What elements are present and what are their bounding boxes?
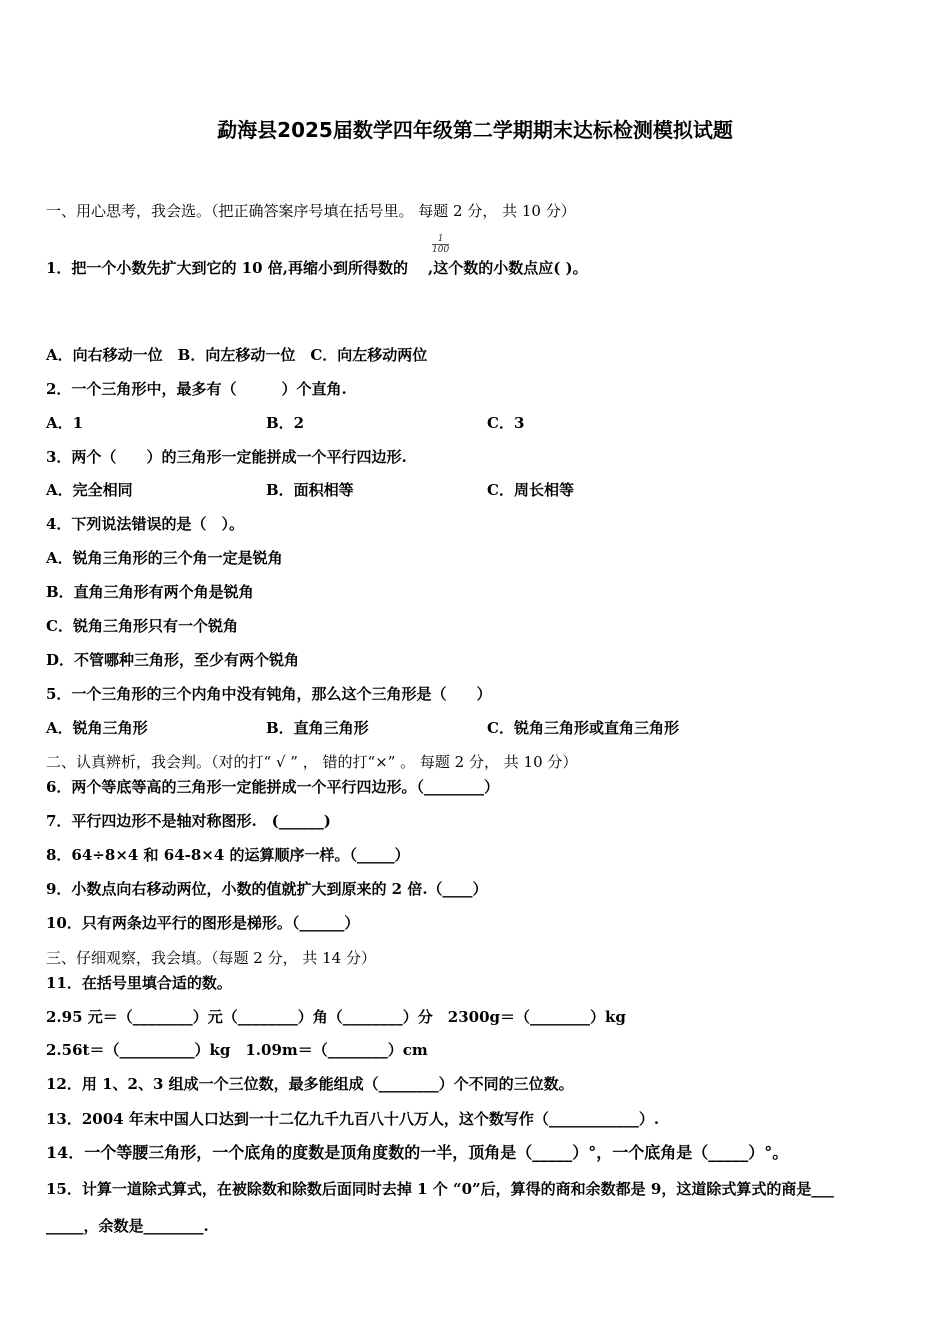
option: C．锐角三角形只有一个锐角 [46,617,238,635]
question-14: 14．一个等腰三角形，一个底角的度数是顶角度数的一半，顶角是（_____）°，一个底角是（_____）°。 [46,1143,789,1162]
option: B．面积相等 [266,481,354,499]
option: A．锐角三角形的三个角一定是锐角 [46,549,283,567]
question-15-line-1: 15．计算一道除式算式，在被除数和除数后面同时去掉 1 个 “0”后，算得的商和余数都是 9，这道除式算式的商是___ [46,1180,834,1198]
question-4: 4．下列说法错误的是（ ）。 [46,515,244,533]
question-3: 3．两个（ ）的三角形一定能拼成一个平行四边形. [46,448,407,466]
option: B．2 [266,414,305,432]
section-3-heading: 三、仔细观察，我会填。（每题 2 分， 共 14 分） [46,949,376,967]
question-1-text: 1．把一个小数先扩大到它的 10 倍,再缩小到所得数的 [46,259,408,277]
option: B．直角三角形有两个角是锐角 [46,583,254,601]
question-15-line-2: _____，余数是________. [46,1217,209,1235]
question-11-line-2: 2.56t＝（__________）kg 1.09m＝（________）cm [46,1041,428,1059]
option: A．1 [46,414,84,432]
question-10: 10．只有两条边平行的图形是梯形。（______） [46,914,360,932]
section-1-heading: 一、用心思考，我会选。（把正确答案序号填在括号里。 每题 2 分， 共 10 分） [46,202,576,220]
option: A．完全相同 [46,481,133,499]
question-2: 2．一个三角形中，最多有（ ）个直角. [46,380,347,398]
question-12: 12．用 1、2、3 组成一个三位数，最多能组成（________）个不同的三位数。 [46,1075,574,1093]
question-5: 5．一个三角形的三个内角中没有钝角，那么这个三角形是（ ） [46,685,492,703]
question-1 [46,259,588,277]
option: B．直角三角形 [266,719,369,737]
option: C．锐角三角形或直角三角形 [487,719,679,737]
question-11: 11．在括号里填合适的数。 [46,974,232,992]
question-1-options: A．向右移动一位 B．向左移动一位 C．向左移动两位 [46,346,428,364]
fraction-one-hundredth: $\frac{1}{100}$ [432,234,450,255]
option: D．不管哪种三角形，至少有两个锐角 [46,651,300,669]
section-2-heading: 二、认真辨析，我会判。（对的打“ √ ” ， 错的打“×” 。 每题 2 分， 共 10 分） [46,753,578,771]
page-title: 勐海县2025届数学四年级第二学期期末达标检测模拟试题 [217,118,733,142]
option: C．3 [487,414,525,432]
question-11-line-1: 2.95 元＝（________）元（________）角（________）分 2300g＝（________）kg [46,1008,626,1026]
question-9: 9．小数点向右移动两位，小数的值就扩大到原来的 2 倍.（____） [46,880,488,898]
question-8: 8．64÷8×4 和 64-8×4 的运算顺序一样。（_____） [46,846,410,864]
option: C．周长相等 [487,481,574,499]
question-13: 13．2004 年末中国人口达到一十二亿九千九百八十八万人，这个数写作（____________）. [46,1110,660,1128]
question-1-text-end: ,这个数的小数点应( )。 [427,259,588,277]
question-6: 6．两个等底等高的三角形一定能拼成一个平行四边形。（________） [46,778,499,796]
question-7: 7．平行四边形不是轴对称图形. (______) [46,812,331,830]
option: A．锐角三角形 [46,719,148,737]
